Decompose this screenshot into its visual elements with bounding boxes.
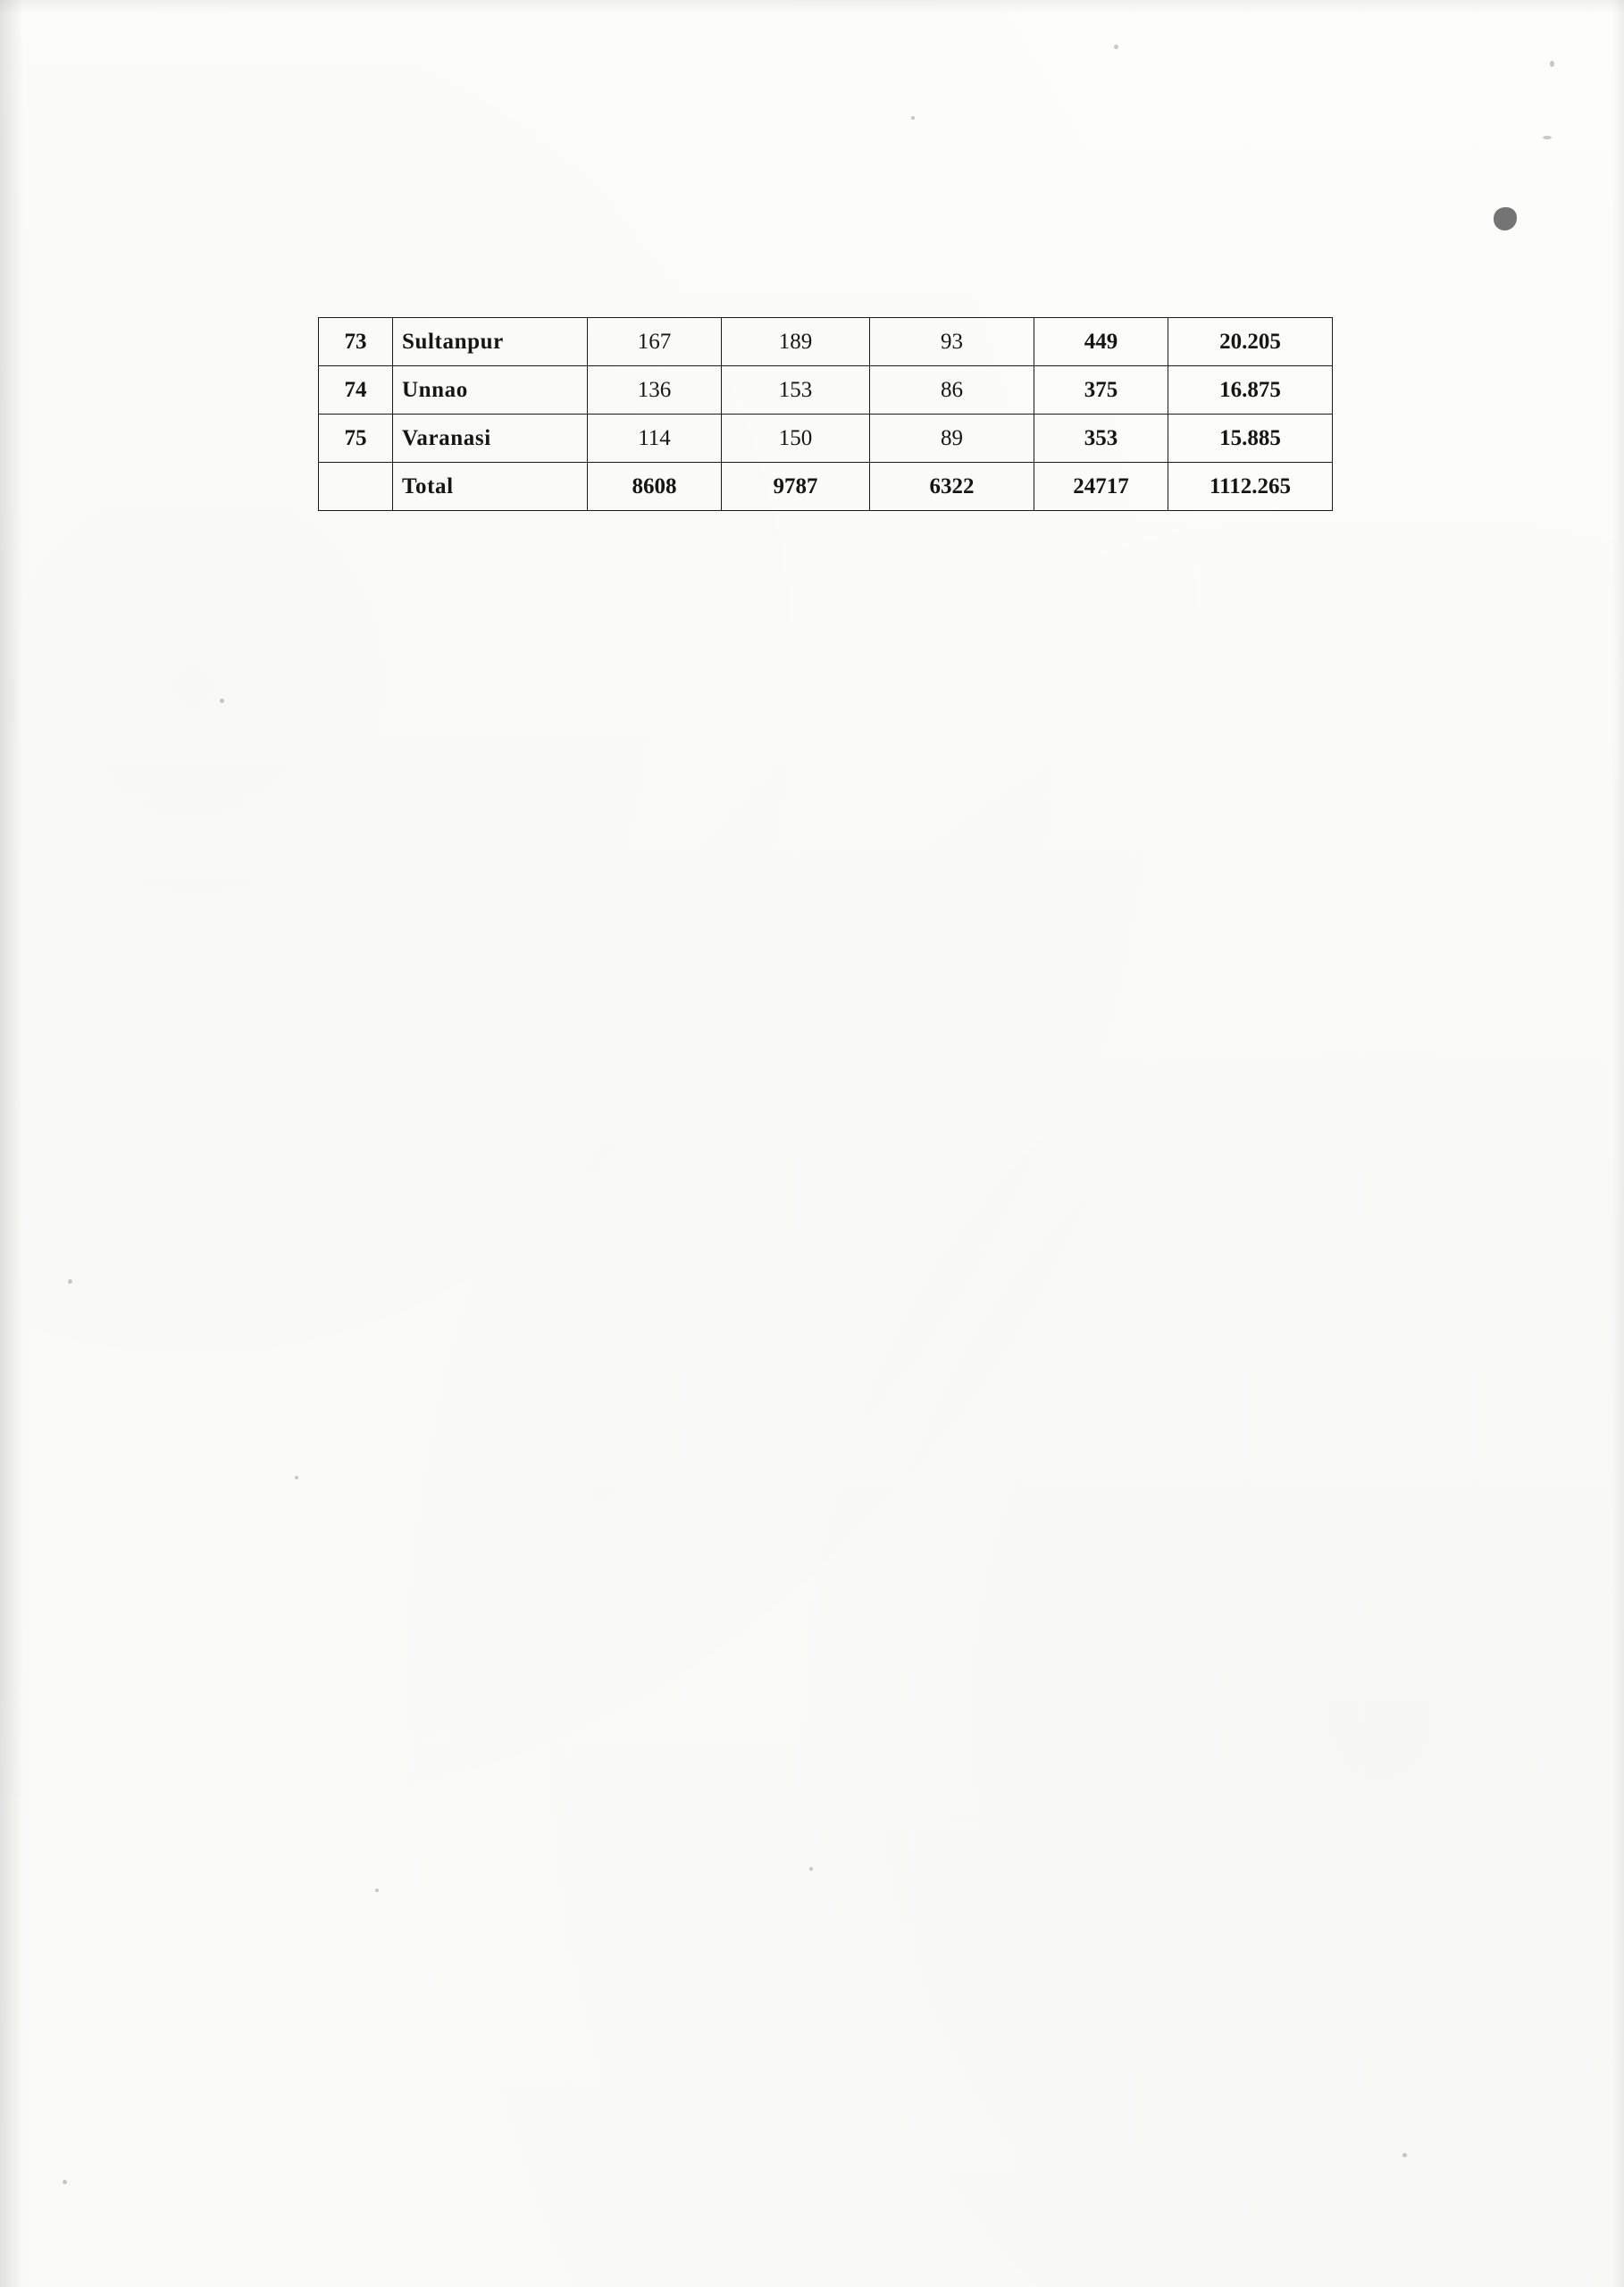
cell-value-4: 449: [1034, 318, 1168, 366]
cell-value-2: 189: [722, 318, 870, 366]
cell-value-5: 15.885: [1168, 415, 1333, 463]
cell-value-1: 136: [588, 366, 722, 415]
scan-edge-left: [0, 0, 23, 2287]
ink-blot-artifact: [1494, 207, 1517, 230]
scan-speck-artifact: [1402, 2153, 1407, 2157]
scan-speck-artifact: [220, 699, 224, 703]
cell-serial-number: 74: [319, 366, 393, 415]
scan-speck-artifact: [1543, 136, 1552, 139]
scan-speck-artifact: [68, 1279, 72, 1284]
cell-serial-number: 75: [319, 415, 393, 463]
cell-total-label: Total: [393, 463, 588, 511]
cell-value-1: 167: [588, 318, 722, 366]
table-row: [319, 415, 1333, 463]
scan-speck-artifact: [1550, 61, 1554, 67]
cell-value-4: 375: [1034, 366, 1168, 415]
scan-speck-artifact: [63, 2180, 67, 2184]
cell-total-value-1: 8608: [588, 463, 722, 511]
table-row-total: [319, 463, 1333, 511]
cell-value-3: 89: [870, 415, 1034, 463]
cell-total-value-5: 1112.265: [1168, 463, 1333, 511]
cell-district-name: Varanasi: [393, 415, 588, 463]
scan-speck-artifact: [911, 116, 915, 120]
cell-total-value-3: 6322: [870, 463, 1034, 511]
cell-value-2: 150: [722, 415, 870, 463]
scan-edge-right: [1611, 0, 1624, 2287]
cell-value-4: 353: [1034, 415, 1168, 463]
table-row: [319, 366, 1333, 415]
cell-value-5: 20.205: [1168, 318, 1333, 366]
scan-speck-artifact: [809, 1867, 813, 1871]
cell-total-value-2: 9787: [722, 463, 870, 511]
cell-value-2: 153: [722, 366, 870, 415]
cell-value-1: 114: [588, 415, 722, 463]
cell-serial-number: [319, 463, 393, 511]
table: [318, 317, 1333, 511]
cell-value-3: 93: [870, 318, 1034, 366]
district-statistics-table: [318, 317, 1332, 511]
table-row: [319, 318, 1333, 366]
scan-speck-artifact: [375, 1889, 379, 1892]
scan-edge-top: [0, 0, 1624, 14]
scan-speck-artifact: [295, 1476, 298, 1479]
scan-speck-artifact: [1114, 45, 1118, 49]
cell-serial-number: 73: [319, 318, 393, 366]
cell-value-5: 16.875: [1168, 366, 1333, 415]
cell-district-name: Sultanpur: [393, 318, 588, 366]
cell-total-value-4: 24717: [1034, 463, 1168, 511]
cell-value-3: 86: [870, 366, 1034, 415]
cell-district-name: Unnao: [393, 366, 588, 415]
